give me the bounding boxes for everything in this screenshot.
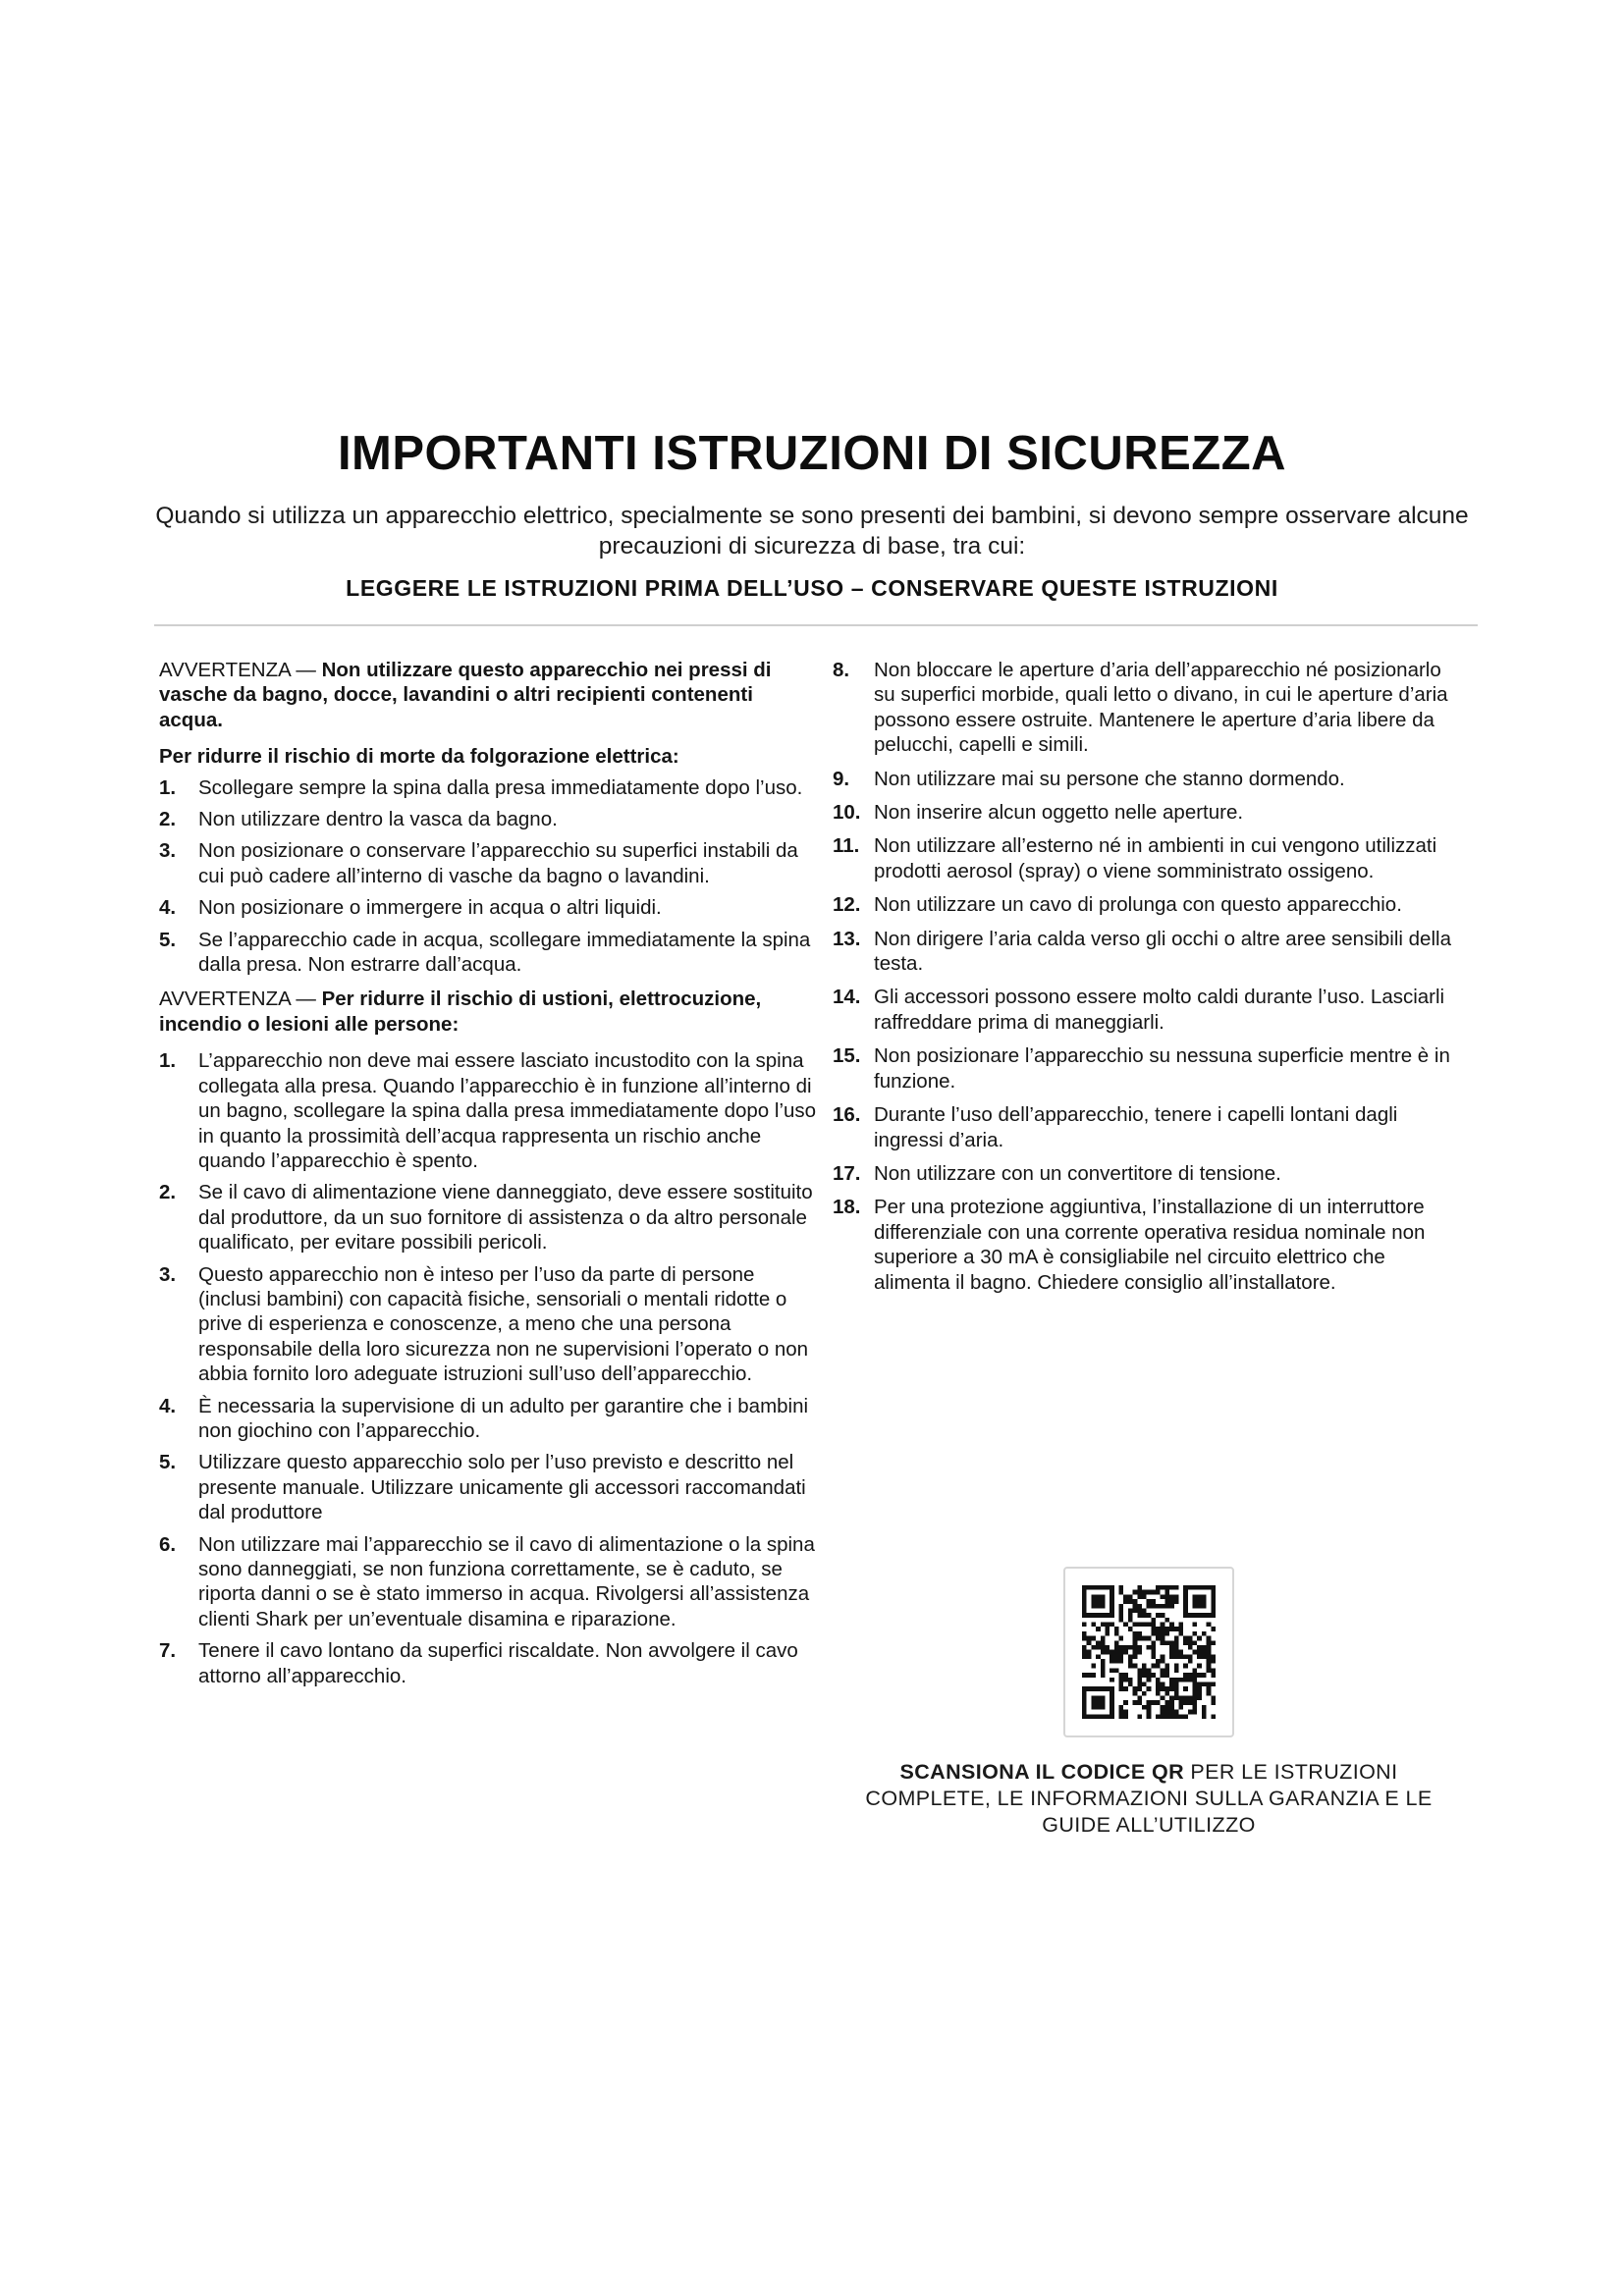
qr-code-icon[interactable] <box>1063 1567 1234 1737</box>
item-number: 12. <box>833 893 861 917</box>
item-text: Gli accessori possono essere molto caldi durante l’uso. Lasciarli raffreddare prima di maneggiarli. <box>874 986 1445 1034</box>
item-number: 17. <box>833 1161 861 1185</box>
item-text: Non utilizzare mai l’apparecchio se il cavo di alimentazione o la spina sono danneggiati, se non funziona correttamente, se è caduto, se riporta danni o se è stato immerso in acqua. Rivolgersi all’assistenza clienti Shark per un’eventuale disamina e riparazione. <box>198 1532 815 1630</box>
item-number: 13. <box>833 927 861 950</box>
qr-caption <box>854 1759 1443 1839</box>
list-item <box>833 1161 1461 1186</box>
item-number: 11. <box>833 834 860 858</box>
warning-label: AVVERTENZA — <box>159 988 322 1011</box>
item-number: 9. <box>833 767 850 790</box>
item-number: 6. <box>159 1532 177 1556</box>
list-item <box>833 658 1461 758</box>
item-text: Non utilizzare con un convertitore di tensione. <box>874 1161 1281 1185</box>
item-number: 4. <box>159 1394 177 1417</box>
qr-caption-text: PER LE ISTRUZIONI COMPLETE, LE INFORMAZIONI SULLA GARANZIA E LE GUIDE ALL’UTILIZZO <box>865 1760 1433 1837</box>
item-text: Scollegare sempre la spina dalla presa immediatamente dopo l’uso. <box>198 775 803 799</box>
item-number: 1. <box>159 1049 177 1073</box>
list-item <box>159 928 819 978</box>
page-subtitle: Quando si utilizza un apparecchio elettrico, specialmente se sono presenti dei bambini, si devono sempre osservare alcune precauzioni di sicurezza di base, tra cui: <box>155 503 1469 560</box>
item-number: 3. <box>159 1262 177 1286</box>
left-column <box>159 658 819 1698</box>
list-item <box>159 807 819 831</box>
additional-instructions-list <box>833 658 1461 1295</box>
item-number: 14. <box>833 986 861 1009</box>
item-number: 10. <box>833 801 861 825</box>
list-item <box>159 895 819 920</box>
item-text: Non posizionare o immergere in acqua o altri liquidi. <box>198 896 662 920</box>
item-text: Se l’apparecchio cade in acqua, scollegare immediatamente la spina dalla presa. Non estrarre dall’acqua. <box>198 928 811 977</box>
warning-text: Per ridurre il rischio di ustioni, elettrocuzione, incendio o lesioni alle persone: <box>159 988 762 1036</box>
item-text: Non utilizzare mai su persone che stanno dormendo. <box>874 767 1345 790</box>
item-text: È necessaria la supervisione di un adulto per garantire che i bambini non giochino con l’apparecchio. <box>198 1394 809 1442</box>
item-number: 15. <box>833 1044 861 1068</box>
item-text: Durante l’uso dell’apparecchio, tenere i capelli lontani dagli ingressi d’aria. <box>874 1103 1398 1151</box>
item-number: 2. <box>159 808 177 831</box>
qr-caption-bold: SCANSIONA IL CODICE QR <box>899 1760 1185 1784</box>
item-text: Questo apparecchio non è inteso per l’uso da parte di persone (inclusi bambini) con capacità fisiche, sensoriali o mentali ridotte o prive di esperienza e conoscenze, a meno che una persona responsabile della loro sicurezza non ne supervisioni l’operato o non abbia fornito loro adeguate istruzioni sull’uso dell’apparecchio. <box>198 1262 809 1386</box>
list-item <box>159 1048 819 1173</box>
item-text: Non bloccare le aperture d’aria dell’apparecchio né posizionarlo su superfici morbide, quali letto o divano, in cui le aperture d’aria possono essere ostruite. Mantenere le aperture d’aria libere da pelucchi, capelli e simili. <box>874 659 1448 757</box>
qr-code-graphic <box>1082 1585 1216 1719</box>
section-burns-list <box>159 1048 819 1688</box>
list-item <box>833 892 1461 917</box>
right-column <box>833 658 1461 1305</box>
item-text: Non utilizzare all’esterno né in ambienti in cui vengono utilizzati prodotti aerosol (spray) o viene somministrato ossigeno. <box>874 834 1437 882</box>
item-text: Non posizionare l’apparecchio su nessuna superficie mentre è in funzione. <box>874 1044 1450 1093</box>
list-item <box>159 1180 819 1255</box>
item-number: 18. <box>833 1196 861 1219</box>
item-text: Non dirigere l’aria calda verso gli occhi o altre aree sensibili della testa. <box>874 927 1451 976</box>
item-text: Non inserire alcun oggetto nelle aperture. <box>874 801 1244 825</box>
item-number: 7. <box>159 1639 177 1663</box>
header <box>0 424 1624 602</box>
list-item <box>159 1262 819 1387</box>
list-item <box>159 1532 819 1632</box>
list-item <box>833 1043 1461 1094</box>
warning-burns <box>159 987 819 1037</box>
item-number: 16. <box>833 1103 861 1127</box>
item-text: Tenere il cavo lontano da superfici riscaldate. Non avvolgere il cavo attorno all’apparecchio. <box>198 1639 798 1687</box>
item-number: 2. <box>159 1181 177 1204</box>
item-number: 1. <box>159 775 177 799</box>
section-electrocution-title: Per ridurre il rischio di morte da folgorazione elettrica: <box>159 745 679 769</box>
item-text: Non utilizzare un cavo di prolunga con questo apparecchio. <box>874 893 1402 917</box>
section-electrocution-list <box>159 775 819 978</box>
item-text: Se il cavo di alimentazione viene danneggiato, deve essere sostituito dal produttore, da un suo fornitore di assistenza o da altro personale qualificato, per evitare possibili pericoli. <box>198 1181 813 1255</box>
item-text: Utilizzare questo apparecchio solo per l’uso previsto e descritto nel presente manuale. Utilizzare unicamente gli accessori raccomandati dal produttore <box>198 1451 806 1524</box>
page-title: IMPORTANTI ISTRUZIONI DI SICUREZZA <box>337 427 1287 480</box>
list-item <box>159 1394 819 1444</box>
list-item <box>833 927 1461 977</box>
list-item <box>833 1102 1461 1152</box>
read-instructions-notice: LEGGERE LE ISTRUZIONI PRIMA DELL’USO – CONSERVARE QUESTE ISTRUZIONI <box>346 575 1278 601</box>
item-text: Non posizionare o conservare l’apparecchio su superfici instabili da cui può cadere all’interno di vasche da bagno o lavandini. <box>198 839 798 887</box>
list-item <box>833 833 1461 883</box>
item-number: 4. <box>159 896 177 920</box>
list-item <box>159 1638 819 1688</box>
item-text: L’apparecchio non deve mai essere lasciato incustodito con la spina collegata alla presa. Quando l’apparecchio è in funzione all’interno di un bagno, scollegare la spina dalla presa immediatamente dopo l’uso in quanto la prossimità dell’acqua rappresenta un rischio anche quando l’apparecchio è spento. <box>198 1049 817 1172</box>
list-item <box>833 985 1461 1035</box>
item-number: 5. <box>159 1451 177 1474</box>
list-item <box>833 800 1461 825</box>
item-text: Non utilizzare dentro la vasca da bagno. <box>198 808 558 831</box>
warning-label: AVVERTENZA — <box>159 659 322 681</box>
item-number: 3. <box>159 839 177 863</box>
list-item <box>833 1195 1461 1295</box>
item-number: 8. <box>833 659 850 681</box>
list-item <box>159 1450 819 1524</box>
warning-text: Non utilizzare questo apparecchio nei pressi di vasche da bagno, docce, lavandini o altri recipienti contenenti acqua. <box>159 659 772 731</box>
divider <box>154 624 1478 626</box>
item-text: Per una protezione aggiuntiva, l’installazione di un interruttore differenziale con una corrente operativa residua nominale non superiore a 30 mA è consigliabile nel circuito elettrico che alimenta il bagno. Chiedere consiglio all’installatore. <box>874 1196 1426 1294</box>
warning-bath <box>159 658 819 732</box>
list-item <box>159 838 819 888</box>
list-item <box>833 767 1461 791</box>
list-item <box>159 775 819 800</box>
item-number: 5. <box>159 928 177 951</box>
